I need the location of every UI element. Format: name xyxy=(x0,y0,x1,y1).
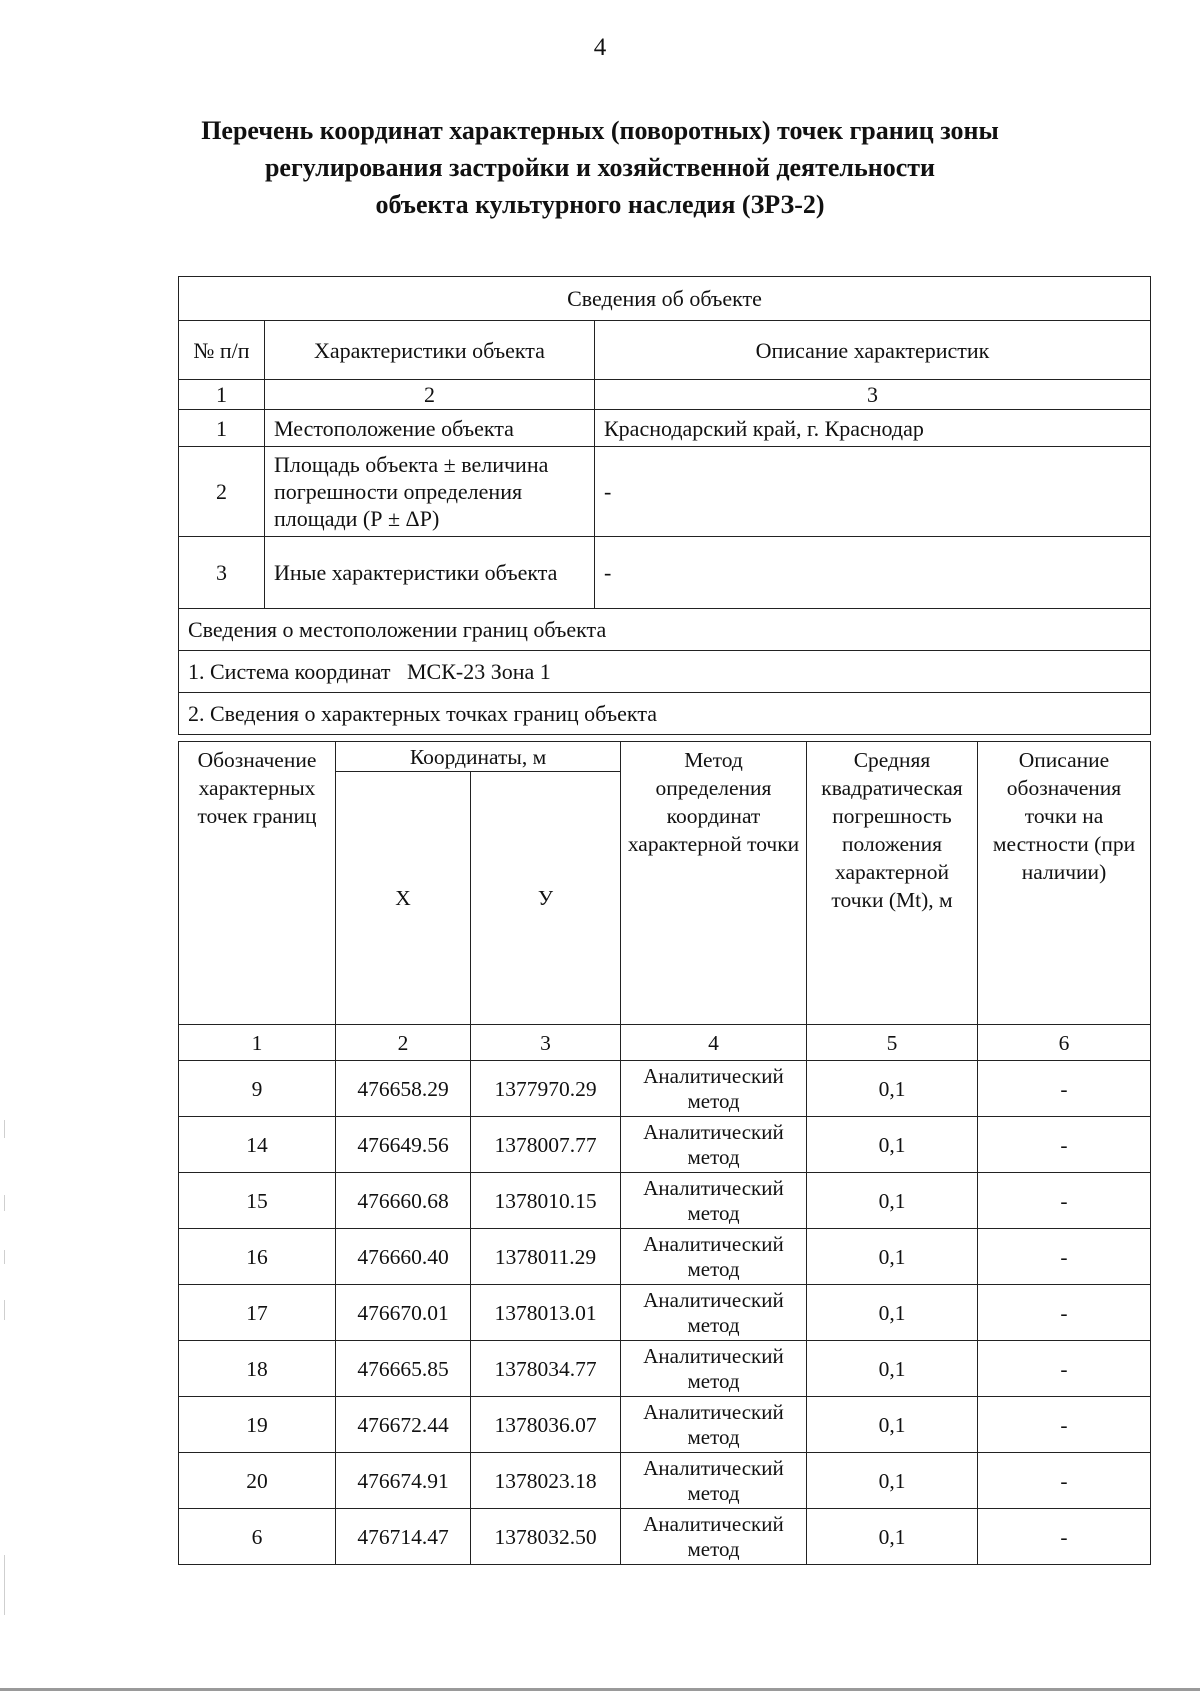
title-line-1: Перечень координат характерных (поворотных) точек границ зоны xyxy=(201,116,999,145)
title-line-2: регулирования застройки и хозяйственной деятельности xyxy=(264,153,936,182)
point-x: 476670.01 xyxy=(336,1285,471,1341)
boundary-points-table xyxy=(178,741,1151,1565)
point-method: Аналитический метод xyxy=(621,1229,807,1285)
table-row xyxy=(179,1285,1151,1341)
table-row xyxy=(179,1229,1151,1285)
point-method: Аналитический метод xyxy=(621,1509,807,1565)
point-y: 1378032.50 xyxy=(471,1509,621,1565)
point-y: 1378007.77 xyxy=(471,1117,621,1173)
point-method: Аналитический метод xyxy=(621,1397,807,1453)
point-description: - xyxy=(978,1509,1151,1565)
point-description-header: Описание обозначения точки на местности (при наличии) xyxy=(978,742,1151,1025)
row-characteristic: Местоположение объекта xyxy=(265,410,595,447)
point-method: Аналитический метод xyxy=(621,1117,807,1173)
object-section-title: Сведения об объекте xyxy=(179,277,1151,321)
point-method: Аналитический метод xyxy=(621,1285,807,1341)
row-characteristic: Иные характеристики объекта xyxy=(265,537,595,609)
points-section-title: 2. Сведения о характерных точках границ объекта xyxy=(179,693,1151,735)
point-description: - xyxy=(978,1341,1151,1397)
page-number: 4 xyxy=(593,34,607,61)
point-x: 476660.40 xyxy=(336,1229,471,1285)
table-row xyxy=(179,1453,1151,1509)
row-characteristic: Площадь объекта ± величина погрешности определения площади (Р ± ΔР) xyxy=(265,447,595,537)
scan-artifact xyxy=(4,1555,5,1615)
description-header: Описание характеристик xyxy=(595,321,1151,380)
designation-header: Обозначение характерных точек границ xyxy=(179,742,336,1025)
scan-artifact xyxy=(4,1300,5,1320)
column-number-3: 3 xyxy=(471,1025,621,1061)
scan-artifact xyxy=(4,1250,5,1264)
table-row xyxy=(179,1509,1151,1565)
point-y: 1378013.01 xyxy=(471,1285,621,1341)
point-y: 1378010.15 xyxy=(471,1173,621,1229)
column-number-2: 2 xyxy=(265,380,595,410)
point-id: 9 xyxy=(179,1061,336,1117)
row-num: 1 xyxy=(179,410,265,447)
scan-artifact xyxy=(4,1120,5,1138)
row-value: - xyxy=(595,537,1151,609)
point-y: 1378023.18 xyxy=(471,1453,621,1509)
point-id: 20 xyxy=(179,1453,336,1509)
table-row xyxy=(179,537,1151,609)
object-info-table xyxy=(178,276,1151,735)
point-id: 17 xyxy=(179,1285,336,1341)
point-x: 476672.44 xyxy=(336,1397,471,1453)
table-row xyxy=(179,447,1151,537)
point-method: Аналитический метод xyxy=(621,1453,807,1509)
error-header: Средняя квадратическая погрешность положения характерной точки (Mt), м xyxy=(807,742,978,1025)
point-y: 1378034.77 xyxy=(471,1341,621,1397)
point-id: 15 xyxy=(179,1173,336,1229)
point-id: 14 xyxy=(179,1117,336,1173)
point-error: 0,1 xyxy=(807,1117,978,1173)
point-description: - xyxy=(978,1229,1151,1285)
point-y: 1378036.07 xyxy=(471,1397,621,1453)
point-error: 0,1 xyxy=(807,1453,978,1509)
row-value: - xyxy=(595,447,1151,537)
row-num: 2 xyxy=(179,447,265,537)
point-error: 0,1 xyxy=(807,1061,978,1117)
y-header: У xyxy=(471,772,621,1025)
point-description: - xyxy=(978,1453,1151,1509)
point-description: - xyxy=(978,1173,1151,1229)
scan-edge xyxy=(0,1688,1200,1691)
point-x: 476660.68 xyxy=(336,1173,471,1229)
num-header: № п/п xyxy=(179,321,265,380)
point-x: 476658.29 xyxy=(336,1061,471,1117)
point-description: - xyxy=(978,1117,1151,1173)
point-x: 476649.56 xyxy=(336,1117,471,1173)
document-sheet xyxy=(178,276,1150,1566)
point-description: - xyxy=(978,1397,1151,1453)
document-title xyxy=(130,112,1070,223)
point-error: 0,1 xyxy=(807,1173,978,1229)
coordinate-system: 1. Система координат МСК-23 Зона 1 xyxy=(179,651,1151,693)
table-row xyxy=(179,410,1151,447)
point-x: 476714.47 xyxy=(336,1509,471,1565)
column-number-5: 5 xyxy=(807,1025,978,1061)
point-description: - xyxy=(978,1061,1151,1117)
column-number-3: 3 xyxy=(595,380,1151,410)
point-y: 1378011.29 xyxy=(471,1229,621,1285)
point-x: 476674.91 xyxy=(336,1453,471,1509)
point-method: Аналитический метод xyxy=(621,1341,807,1397)
point-x: 476665.85 xyxy=(336,1341,471,1397)
title-line-3: объекта культурного наследия (ЗРЗ-2) xyxy=(375,190,825,219)
column-number-1: 1 xyxy=(179,1025,336,1061)
point-id: 19 xyxy=(179,1397,336,1453)
column-number-2: 2 xyxy=(336,1025,471,1061)
characteristics-header: Характеристики объекта xyxy=(265,321,595,380)
table-row xyxy=(179,1397,1151,1453)
point-y: 1377970.29 xyxy=(471,1061,621,1117)
point-method: Аналитический метод xyxy=(621,1061,807,1117)
scan-artifact xyxy=(4,1195,5,1211)
column-number-6: 6 xyxy=(978,1025,1151,1061)
column-number-4: 4 xyxy=(621,1025,807,1061)
x-header: Х xyxy=(336,772,471,1025)
point-error: 0,1 xyxy=(807,1397,978,1453)
coordinates-header: Координаты, м xyxy=(336,742,621,772)
point-error: 0,1 xyxy=(807,1229,978,1285)
point-id: 18 xyxy=(179,1341,336,1397)
point-id: 16 xyxy=(179,1229,336,1285)
point-error: 0,1 xyxy=(807,1341,978,1397)
point-error: 0,1 xyxy=(807,1285,978,1341)
table-row xyxy=(179,1341,1151,1397)
point-method: Аналитический метод xyxy=(621,1173,807,1229)
row-value: Краснодарский край, г. Краснодар xyxy=(595,410,1151,447)
column-number-1: 1 xyxy=(179,380,265,410)
method-header: Метод определения координат характерной точки xyxy=(621,742,807,1025)
point-id: 6 xyxy=(179,1509,336,1565)
row-num: 3 xyxy=(179,537,265,609)
table-row xyxy=(179,1173,1151,1229)
point-error: 0,1 xyxy=(807,1509,978,1565)
table-row xyxy=(179,1061,1151,1117)
boundary-section-title: Сведения о местоположении границ объекта xyxy=(179,609,1151,651)
table-row xyxy=(179,1117,1151,1173)
point-description: - xyxy=(978,1285,1151,1341)
